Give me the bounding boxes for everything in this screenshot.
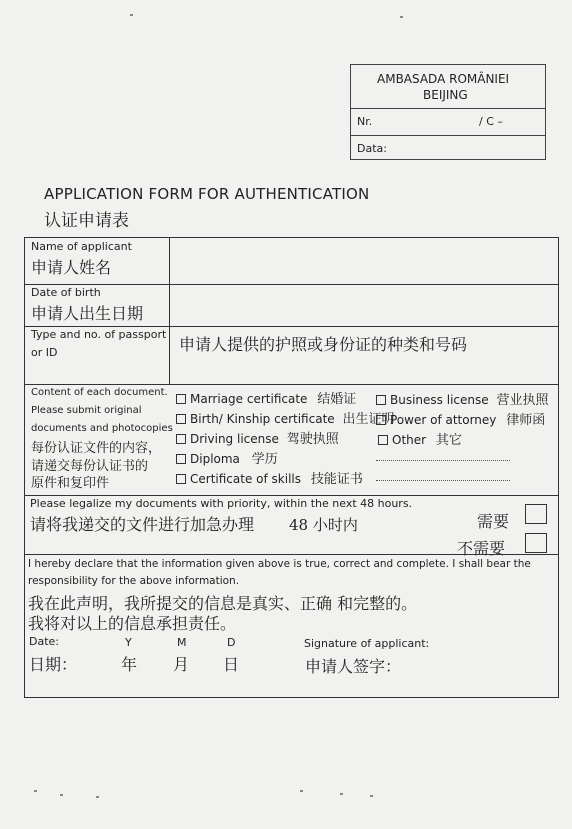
content-label-en-2: Please submit original <box>31 405 142 416</box>
option-driving-license[interactable]: Driving license 驾驶执照 <box>176 428 339 447</box>
row-divider <box>25 495 558 496</box>
scan-speck <box>34 790 37 792</box>
priority-48-hours: 48 小时内 <box>289 516 358 534</box>
option-birth-certificate[interactable]: Birth/ Kinship certificate 出生证明 <box>176 408 395 427</box>
signature-label-zh: 申请人签字： <box>305 657 402 676</box>
date-label-en: Date: <box>29 635 59 648</box>
year-label-zh: 年 <box>121 655 138 674</box>
passport-label-en-2: or ID <box>31 346 58 359</box>
signature-input[interactable] <box>405 648 555 680</box>
dob-label-en: Date of birth <box>31 286 101 299</box>
scan-speck <box>300 790 303 792</box>
month-label-zh: 月 <box>173 655 190 674</box>
column-divider <box>169 238 170 384</box>
embassy-city: BEIJING <box>423 88 468 102</box>
form-title-zh: 认证申请表 <box>44 211 129 231</box>
data-label: Data: <box>357 142 387 155</box>
option-certificate-of-skills[interactable]: Certificate of skills 技能证书 <box>176 468 363 487</box>
option-power-of-attorney[interactable]: Power of attorney 律师函 <box>376 409 545 428</box>
date-label-zh: 日期： <box>29 655 78 674</box>
name-label-zh: 申请人姓名 <box>31 258 112 277</box>
embassy-name: AMBASADA ROMÂNIEI <box>377 72 510 86</box>
scan-speck <box>60 794 63 796</box>
day-label-en: D <box>227 636 236 649</box>
dob-input[interactable] <box>171 285 557 326</box>
content-label-zh-2: 请递交每份认证书的 <box>31 459 149 474</box>
divider <box>351 135 545 136</box>
signature-label-en: Signature of applicant: <box>304 637 430 650</box>
row-divider <box>25 554 558 555</box>
declaration-text-en-2: responsibility for the above information. <box>28 575 240 587</box>
other-input-line-1[interactable] <box>376 459 510 461</box>
month-label-en: M <box>177 636 187 649</box>
scan-speck <box>370 795 373 797</box>
form-table <box>24 237 559 698</box>
embassy-box <box>350 64 546 160</box>
form-title-en: APPLICATION FORM FOR AUTHENTICATION <box>44 185 370 203</box>
divider <box>351 108 545 109</box>
scan-speck <box>340 793 343 795</box>
checkbox[interactable] <box>176 394 186 404</box>
priority-no-label: 不需要 <box>457 539 506 558</box>
content-label-zh-3: 原件和复印件 <box>31 476 110 491</box>
other-input-line-2[interactable] <box>376 479 510 481</box>
declaration-text-zh-1: 我在此声明，我所提交的信息是真实、正确 和完整的。 <box>28 594 418 613</box>
checkbox[interactable] <box>376 415 386 425</box>
dob-label-zh: 申请人出生日期 <box>31 304 144 323</box>
content-label-en-1: Content of each document. <box>31 387 168 398</box>
priority-yes-checkbox[interactable] <box>525 504 547 524</box>
declaration-text-zh-2: 我将对以上的信息承担责任。 <box>28 614 237 633</box>
checkbox[interactable] <box>176 474 186 484</box>
content-label-zh-1: 每份认证文件的内容， <box>31 441 162 456</box>
checkbox[interactable] <box>176 454 186 464</box>
content-label-en-3: documents and photocopies <box>31 423 173 434</box>
scan-speck <box>96 796 99 798</box>
checkbox[interactable] <box>176 434 186 444</box>
name-input[interactable] <box>171 238 557 284</box>
option-other[interactable]: Other 其它 <box>378 429 462 448</box>
option-business-license[interactable]: Business license 营业执照 <box>376 389 548 408</box>
passport-input[interactable] <box>171 354 557 382</box>
name-label-en: Name of applicant <box>31 240 132 253</box>
priority-yes-label: 需要 <box>477 512 510 531</box>
nr-label: Nr. <box>357 115 373 128</box>
year-label-en: Y <box>125 636 132 649</box>
option-marriage-certificate[interactable]: Marriage certificate 结婚证 <box>176 388 356 407</box>
row-divider <box>25 384 558 385</box>
priority-text-en: Please legalize my documents with priority, within the next 48 hours. <box>30 497 413 510</box>
day-label-zh: 日 <box>223 655 240 674</box>
declaration-text-en-1: I hereby declare that the information given above is true, correct and complete. I shall bear the <box>28 558 531 570</box>
priority-no-checkbox[interactable] <box>525 533 547 553</box>
checkbox[interactable] <box>176 414 186 424</box>
passport-label-zh: 申请人提供的护照或身份证的种类和号码 <box>179 335 468 354</box>
checkbox[interactable] <box>376 395 386 405</box>
scan-speck <box>400 16 403 18</box>
passport-label-en: Type and no. of passport <box>31 328 167 341</box>
checkbox[interactable] <box>378 435 388 445</box>
priority-text-zh: 请将我递交的文件进行加急办理 <box>30 515 255 534</box>
nr-suffix: / C – <box>479 115 503 128</box>
option-diploma[interactable]: Diploma 学历 <box>176 448 278 467</box>
row-divider <box>25 326 558 327</box>
scan-speck <box>130 14 133 16</box>
